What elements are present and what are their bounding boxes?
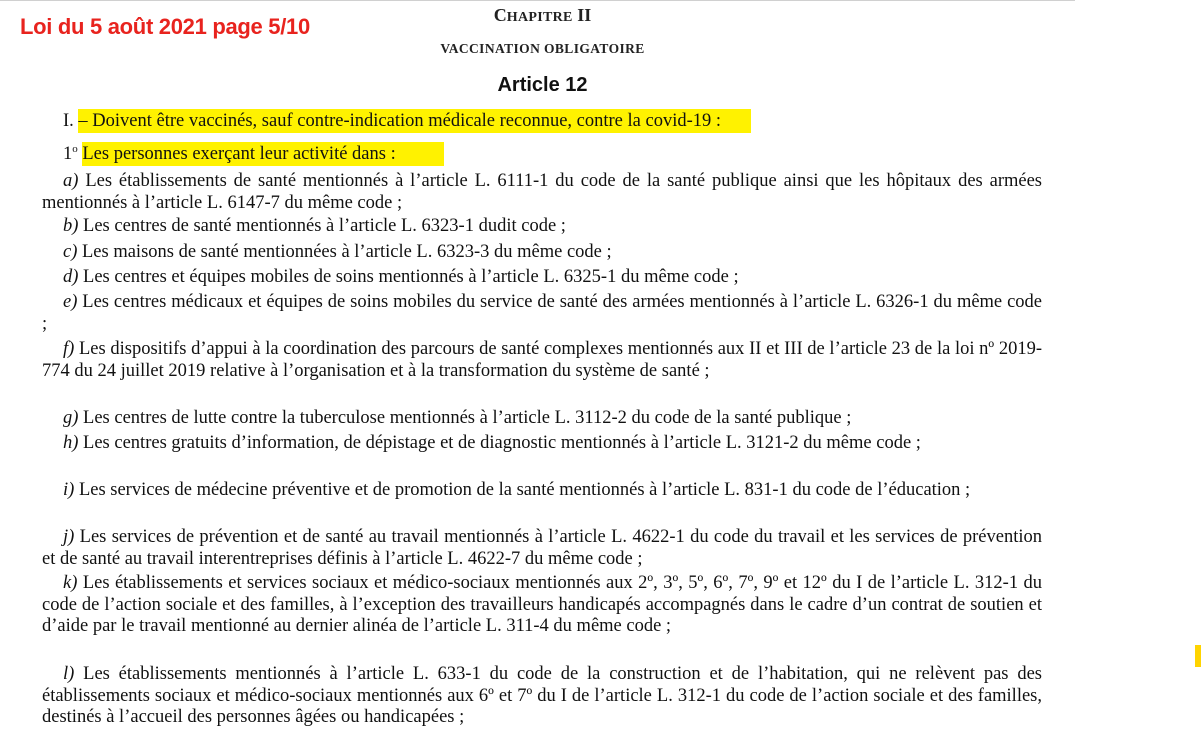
section-i-dash: – (78, 111, 88, 131)
item-g-text: Les centres de lutte contre la tuberculose mentionnés à l’article L. 3112-2 du code de la santé publique ; (83, 408, 852, 428)
item-e-letter: e) (63, 292, 78, 312)
item-a (42, 171, 1042, 214)
article-title: Article 12 (497, 74, 588, 96)
section-i-line (63, 110, 751, 132)
item-l-text: Les établissements mentionnés à l’article L. 633-1 du code de la construction et de l’habitation, qui ne relèvent pas des établissements sociaux et médico-sociaux mentionnés aux 6º et 7º du I de l’article L. 312-1 du code de l’action sociale et des familles, destinés à l’accueil des personnes âgées ou handicapées ; (42, 664, 1042, 727)
chapter-subtitle: VACCINATION OBLIGATOIRE (440, 41, 645, 56)
item-b-text: Les centres de santé mentionnés à l’article L. 6323-1 dudit code ; (83, 216, 566, 236)
point-1-sup: o (72, 142, 78, 155)
margin-highlight-mark (1195, 645, 1201, 667)
item-d (42, 267, 1042, 289)
item-b-letter: b) (63, 216, 79, 236)
item-g (42, 408, 1042, 430)
item-h (42, 433, 1042, 455)
item-f (42, 339, 1042, 382)
item-f-text: Les dispositifs d’appui à la coordination des parcours de santé complexes mentionnés aux II et III de l’article 23 de la loi nº 2019-774 du 24 juillet 2019 relative à l’organisation et à la transformation du système de santé ; (42, 339, 1043, 381)
chapter-title (0, 5, 1085, 26)
section-i-text: Doivent être vaccinés, sauf contre-indication médicale reconnue, contre la covid-19 : (92, 111, 722, 131)
item-c (42, 242, 1042, 264)
item-h-letter: h) (63, 433, 79, 453)
point-1-text: Les personnes exerçant leur activité dans : (82, 144, 396, 164)
overlay-page-label: Loi du 5 août 2021 page 5/10 (20, 14, 310, 39)
item-f-letter: f) (63, 339, 75, 359)
point-1-number: 1 (63, 144, 73, 164)
item-k (42, 573, 1042, 638)
point-1-highlight (82, 142, 443, 166)
section-i-number: I. (63, 111, 74, 131)
chapter-initial: C (493, 5, 507, 25)
item-d-letter: d) (63, 267, 79, 287)
item-l (42, 664, 1042, 729)
item-a-text: Les établissements de santé mentionnés à l’article L. 6111-1 du code de la santé publique ainsi que les hôpitaux des armées mentionnés à l’article L. 6147-7 du même code ; (42, 171, 1042, 213)
item-i-letter: i) (63, 480, 75, 500)
item-g-letter: g) (63, 408, 79, 428)
item-l-letter: l) (63, 664, 75, 684)
item-e-text: Les centres médicaux et équipes de soins mobiles du service de santé des armées mentionnés à l’article L. 6326-1 du même code ; (42, 292, 1042, 334)
item-i-text: Les services de médecine préventive et de promotion de la santé mentionnés à l’article L. 831-1 du code de l’éducation ; (78, 480, 971, 500)
item-k-text: Les établissements et services sociaux et médico-sociaux mentionnés aux 2º, 3º, 5º, 6º, 7º, 9º et 12º du I de l’article L. 312-1 du code de l’action sociale et des familles, à l’exception des travailleurs handicapés accompagnés dans le cadre d’un contrat de soutien et d’aide par le travail mentionné au dernier alinéa de l’article L. 311-4 du même code ; (42, 573, 1042, 636)
item-c-letter: c) (63, 242, 78, 262)
item-j-text: Les services de prévention et de santé au travail mentionnés à l’article L. 4622-1 du code du travail et les services de prévention et de santé au travail interentreprises définis à l’article L. 4622-7 du même code ; (42, 527, 1043, 569)
point-1-line (63, 143, 444, 165)
item-h-text: Les centres gratuits d’information, de dépistage et de diagnostic mentionnés à l’article L. 3121-2 du même code ; (83, 433, 921, 453)
item-j (42, 527, 1042, 570)
item-j-letter: j) (63, 527, 75, 547)
item-a-letter: a) (63, 171, 79, 191)
page-top-rule (0, 0, 1075, 1)
item-i (42, 480, 1042, 502)
item-c-text: Les maisons de santé mentionnées à l’article L. 6323-3 du même code ; (82, 242, 612, 262)
chapter-word: HAPITRE (506, 10, 573, 25)
section-i-highlight (78, 109, 751, 133)
item-e (42, 292, 1042, 335)
chapter-number: II (577, 5, 592, 25)
item-d-text: Les centres et équipes mobiles de soins mentionnés à l’article L. 6325-1 du même code ; (83, 267, 739, 287)
item-k-letter: k) (63, 573, 78, 593)
item-b (42, 216, 1042, 238)
